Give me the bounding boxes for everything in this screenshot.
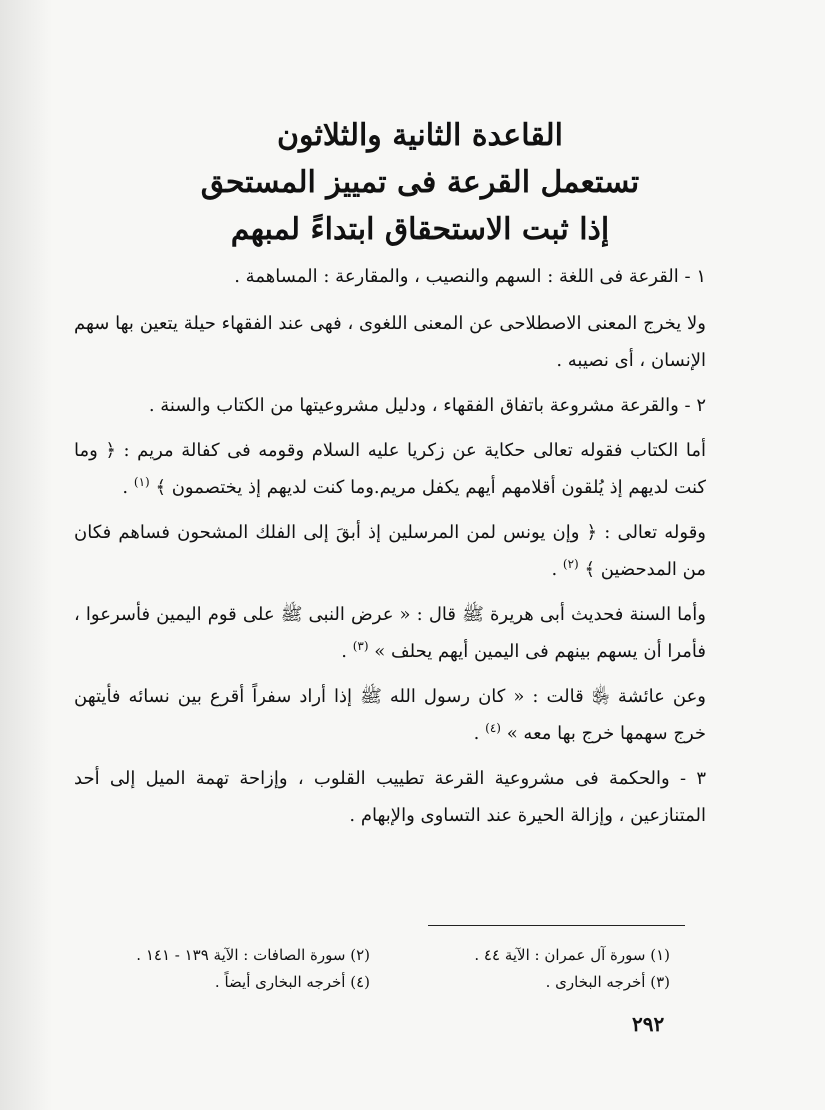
footnote-ref-1[interactable]: (١) — [133, 475, 150, 489]
footnote-ref-3[interactable]: (٣) — [352, 639, 369, 653]
footnotes — [70, 942, 670, 996]
title-line-2: تستعمل القرعة فى تمييز المستحق — [200, 165, 640, 200]
footnote-3: (٣) أخرجه البخارى . — [545, 973, 670, 991]
paragraph-2: ولا يخرج المعنى الاصطلاحى عن المعنى اللغوى ، فهى عند الفقهاء حيلة يتعين بها سهم الإنسان ، أى نصيبه . — [74, 313, 706, 371]
paragraph-8: ٣ - والحكمة فى مشروعية القرعة تطييب القلوب ، وإزاحة تهمة الميل إلى أحد المتنازعين ، وإزالة الحيرة عند التساوى والإبهام . — [74, 768, 706, 826]
body-text — [74, 258, 706, 842]
paragraph-5: وقوله تعالى : ﴿ وإن يونس لمن المرسلين إذ أبقَ إلى الفلك المشحون فساهم فكان من المدحضين ﴾ $^{(٢)}$ . — [74, 522, 706, 580]
paragraph-7-text: وعن عائشة ﵂ قالت : « كان رسول الله ﷺ إذا أراد سفراً أقرع بين نسائه فأيتهن خرج سهمها خرج بها معه » — [74, 686, 706, 744]
footnote-ref-2[interactable]: (٢) — [562, 557, 579, 571]
footnote-4: (٤) أخرجه البخارى أيضاً . — [214, 973, 370, 991]
paragraph-4: أما الكتاب فقوله تعالى حكاية عن زكريا عليه السلام وقومه فى كفالة مريم : ﴿ وما كنت لديهم إذ يُلقون أقلامهم أيهم يكفل مريم.وما كنت لديهم إذ يختصمون ﴾ $^{(١)}$ . — [74, 440, 706, 498]
paragraph-6: وأما السنة فحديث أبى هريرة ﷺ قال : « عرض النبى ﷺ على قوم اليمين فأسرعوا ، فأمرا أن يسهم بينهم فى اليمين أيهم يحلف » $^{(٣)}$ . — [74, 604, 706, 662]
title-line-1: القاعدة الثانية والثلاثون — [277, 118, 563, 153]
title-line-3: إذا ثبت الاستحقاق ابتداءً لمبهم — [230, 212, 610, 247]
footnote-1: (١) سورة آل عمران : الآية ٤٤ . — [474, 946, 670, 964]
footnote-row-2 — [70, 969, 670, 996]
paragraph-6-text: وأما السنة فحديث أبى هريرة ﷺ قال : « عرض النبى ﷺ على قوم اليمين فأسرعوا ، فأمرا أن يسهم بينهم فى اليمين أيهم يحلف » — [74, 604, 706, 662]
footnote-ref-4[interactable]: (٤) — [485, 721, 501, 735]
page-number: ٢٩٢ — [632, 1012, 665, 1036]
footnote-divider — [428, 925, 685, 926]
paragraph-7: وعن عائشة ﵂ قالت : « كان رسول الله ﷺ إذا أراد سفراً أقرع بين نسائه فأيتهن خرج سهمها خرج بها معه » $^{(٤)}$ . — [74, 686, 706, 744]
rule-title — [120, 112, 720, 253]
paragraph-5-text: وقوله تعالى : ﴿ وإن يونس لمن المرسلين إذ أبقَ إلى الفلك المشحون فساهم فكان من المدحضين ﴾ — [74, 522, 706, 580]
paragraph-1: ١ - القرعة فى اللغة : السهم والنصيب ، والمقارعة : المساهمة . — [234, 266, 706, 287]
paragraph-3: ٢ - والقرعة مشروعة باتفاق الفقهاء ، ودليل مشروعيتها من الكتاب والسنة . — [148, 395, 706, 416]
footnote-row-1 — [70, 942, 670, 969]
footnote-2: (٢) سورة الصافات : الآية ١٣٩ - ١٤١ . — [136, 946, 370, 964]
paragraph-4-text: أما الكتاب فقوله تعالى حكاية عن زكريا عليه السلام وقومه فى كفالة مريم : ﴿ وما كنت لديهم إذ يُلقون أقلامهم أيهم يكفل مريم.وما كنت لديهم إذ يختصمون ﴾ — [74, 440, 706, 498]
page-spine-shadow — [0, 0, 52, 1110]
